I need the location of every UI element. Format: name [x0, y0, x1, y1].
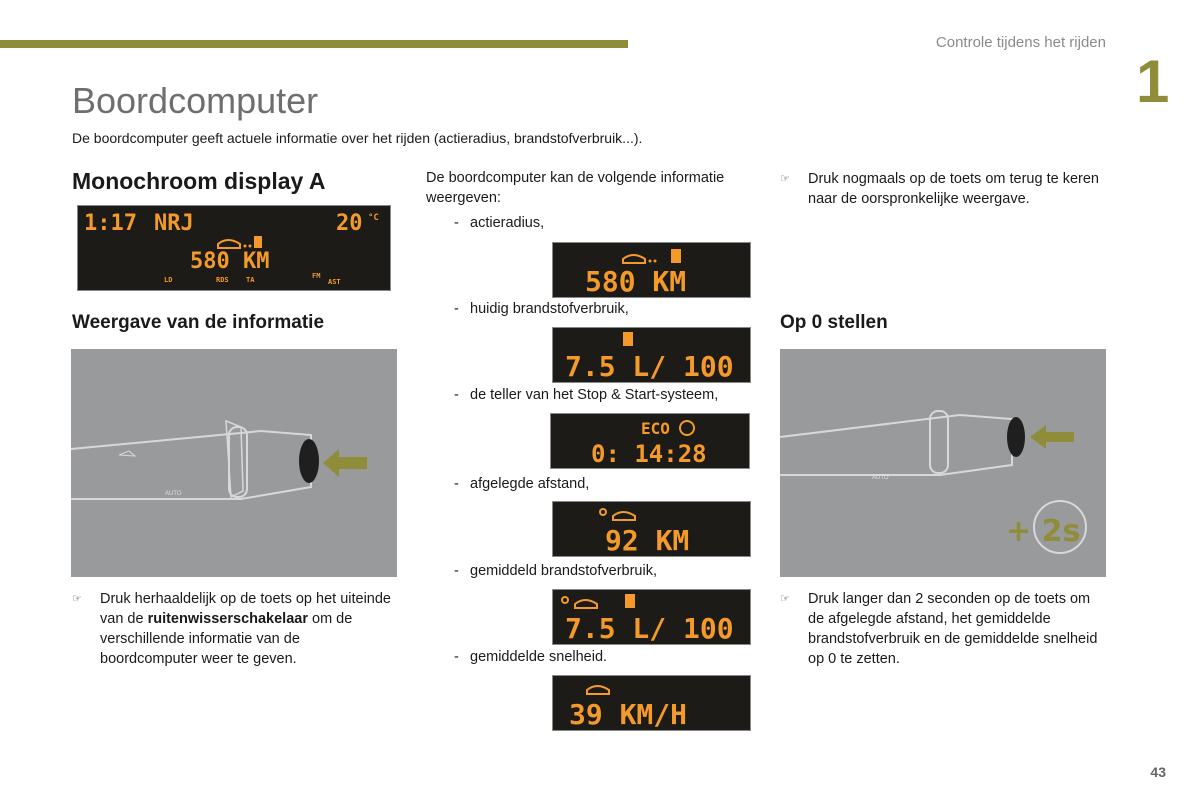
arrow-icon	[1030, 425, 1074, 449]
chapter-number: 1	[1136, 48, 1170, 115]
display-timer-value: 0: 14:28	[591, 440, 707, 468]
wiper-stalk-reset-image	[780, 349, 1106, 577]
display-time: 1:17	[84, 211, 137, 236]
left-note-text-prefix: Druk herhaaldelijk op de toets op het uiteinde van de	[100, 591, 391, 627]
display-temp-unit: °C	[368, 213, 379, 223]
right-note-bottom-text: Druk langer dan 2 seconden op de toets om de afgelegde afstand, het gemiddelde brandstofverbruik en de gemiddelde snelheid op 0 te zetten.	[808, 591, 1098, 667]
display-speed-value: 39 KM/H	[569, 698, 688, 730]
display-flag-ast: AST	[328, 278, 341, 286]
list-item-label: huidig brandstofverbruik,	[470, 301, 629, 317]
page-number: 43	[1150, 764, 1166, 780]
list-item: - de teller van het Stop & Start-systeem,	[454, 387, 719, 403]
display-current-consumption	[552, 327, 751, 383]
list-item-label: actieradius,	[470, 215, 545, 231]
display-flag-ld: LD	[164, 276, 173, 284]
right-note-top	[780, 169, 1100, 211]
section-title: Controle tijdens het rijden	[935, 34, 1106, 51]
monochrome-display	[77, 205, 391, 291]
trip-fuel-icon	[562, 594, 635, 608]
list-item-label: gemiddeld brandstofverbruik,	[470, 563, 657, 579]
display-avg-consumption-value: 7.5 L/ 100	[565, 612, 734, 644]
display-flag-ta: TA	[246, 276, 255, 284]
display-flag-fm: FM	[312, 272, 321, 280]
timer-icon	[680, 421, 694, 435]
stalk-button	[299, 439, 319, 483]
list-item: - gemiddeld brandstofverbruik,	[454, 563, 657, 579]
left-note-text-suffix: om de verschillende informatie van de boordcomputer weer te geven.	[100, 611, 353, 667]
reset-heading: Op 0 stellen	[780, 312, 888, 333]
display-consumption-value: 7.5 L/ 100	[565, 350, 734, 382]
intro-text: De boordcomputer geeft actuele informatie over het rijden (actieradius, brandstofverbruik...).	[72, 130, 643, 146]
list-item-label: afgelegde afstand,	[470, 476, 590, 492]
display-temp: 20	[336, 211, 363, 236]
middle-intro: De boordcomputer kan de volgende informatie weergeven:	[426, 170, 725, 206]
display-range	[552, 242, 751, 298]
list-item: - huidig brandstofverbruik,	[454, 301, 629, 317]
display-range-value: 580 KM	[585, 265, 687, 297]
display-station: NRJ	[154, 211, 194, 236]
display-average-speed	[552, 675, 751, 731]
list-item-label: gemiddelde snelheid.	[470, 649, 608, 665]
pointer-icon: ☞	[780, 593, 790, 605]
display-heading: Monochroom display A	[72, 168, 326, 194]
display-value: 580 KM	[190, 249, 270, 274]
arrow-icon	[323, 449, 367, 477]
right-note-top-text: Druk nogmaals op de toets om terug te keren naar de oorspronkelijke weergave.	[808, 171, 1099, 207]
pointer-icon: ☞	[780, 173, 790, 185]
stalk-button	[1007, 417, 1025, 457]
wiper-stalk-image	[71, 349, 397, 577]
list-item: - afgelegde afstand,	[454, 476, 590, 492]
trip-icon	[600, 509, 635, 520]
display-flag-rds: RDS	[216, 276, 229, 284]
left-note-bold: ruitenwisserschakelaar	[147, 611, 308, 627]
range-fuel-icon	[218, 236, 262, 248]
display-distance-value: 92 KM	[605, 524, 690, 556]
pointer-icon: ☞	[72, 593, 82, 605]
list-item: - gemiddelde snelheid.	[454, 649, 608, 665]
display-distance	[552, 501, 751, 557]
right-note-bottom	[780, 589, 1100, 671]
stalk-label: AUTO	[872, 475, 889, 481]
header-bar	[0, 40, 628, 48]
left-note	[72, 589, 397, 669]
stalk-label: AUTO	[165, 491, 182, 497]
info-heading: Weergave van de informatie	[72, 312, 325, 333]
display-stop-start	[550, 413, 750, 469]
page-title: Boordcomputer	[72, 80, 319, 121]
list-item-label: de teller van het Stop & Start-systeem,	[470, 387, 719, 403]
timer-label: + 2s	[1006, 514, 1081, 549]
list-item: - actieradius,	[454, 215, 545, 231]
display-average-consumption	[552, 589, 751, 645]
display-eco-label: ECO	[641, 419, 670, 438]
